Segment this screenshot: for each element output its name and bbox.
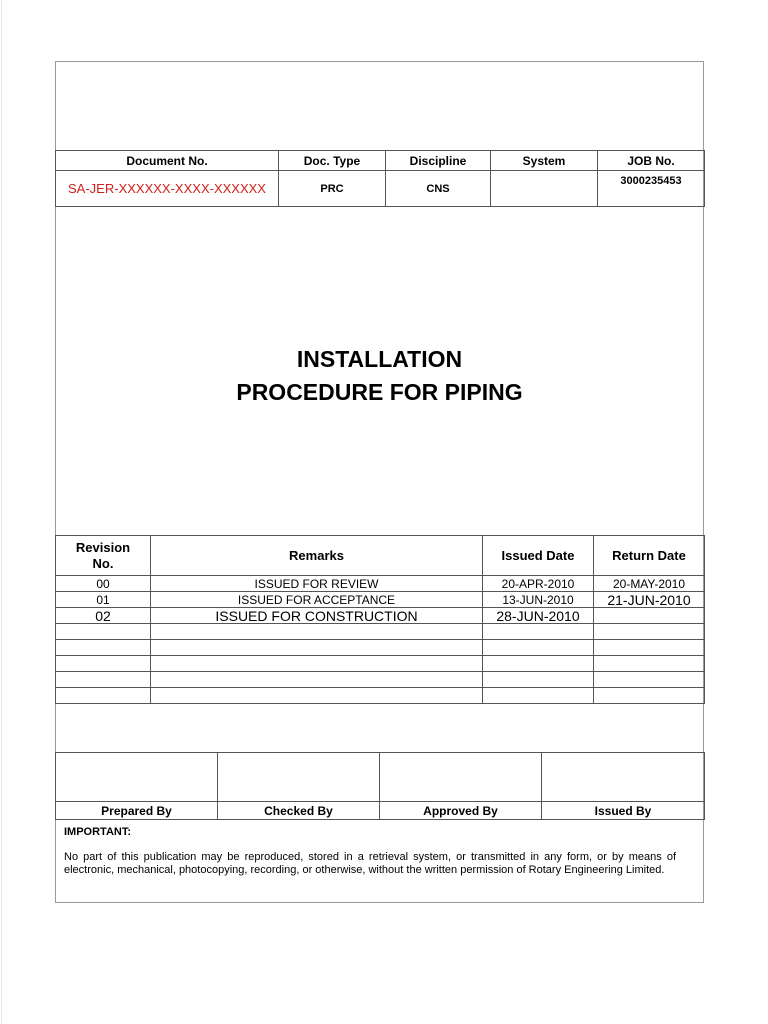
revision-issued-date: 13-JUN-2010 <box>483 592 594 608</box>
prepared-by-signature <box>56 753 218 802</box>
checked-by-signature <box>218 753 380 802</box>
revision-remarks: ISSUED FOR CONSTRUCTION <box>151 608 483 624</box>
signature-labels-row <box>56 802 705 820</box>
col-doc-type: Doc. Type <box>279 151 386 171</box>
table-row <box>56 608 705 624</box>
checked-by-label: Checked By <box>218 802 380 820</box>
empty-row <box>56 624 705 640</box>
empty-row <box>56 640 705 656</box>
col-revision-no: Revision No. <box>56 536 151 576</box>
discipline-value: CNS <box>386 171 491 207</box>
job-no-value: 3000235453 <box>598 171 705 207</box>
col-issued-date: Issued Date <box>483 536 594 576</box>
header-columns-row <box>56 151 705 171</box>
revision-no: 01 <box>56 592 151 608</box>
title-line-2: PROCEDURE FOR PIPING <box>236 379 523 405</box>
table-row <box>56 592 705 608</box>
issued-by-signature <box>542 753 705 802</box>
revision-return-date <box>594 608 705 624</box>
empty-row <box>56 656 705 672</box>
important-heading: IMPORTANT: <box>64 826 132 838</box>
empty-row <box>56 672 705 688</box>
header-values-row <box>56 171 705 207</box>
system-value <box>491 171 598 207</box>
approved-by-label: Approved By <box>380 802 542 820</box>
table-row <box>56 576 705 592</box>
revision-remarks: ISSUED FOR ACCEPTANCE <box>151 592 483 608</box>
revision-issued-date: 20-APR-2010 <box>483 576 594 592</box>
approved-by-signature <box>380 753 542 802</box>
title-line-1: INSTALLATION <box>296 346 463 372</box>
prepared-by-label: Prepared By <box>56 802 218 820</box>
revision-table <box>55 535 705 704</box>
revision-no: 02 <box>56 608 151 624</box>
revision-remarks: ISSUED FOR REVIEW <box>151 576 483 592</box>
issued-by-label: Issued By <box>542 802 705 820</box>
col-discipline: Discipline <box>386 151 491 171</box>
important-notice <box>64 826 676 877</box>
document-no-value: SA-JER-XXXXXX-XXXX-XXXXXX <box>56 171 279 207</box>
document-title <box>55 343 704 409</box>
document-header-table <box>55 150 705 207</box>
signature-table <box>55 752 705 820</box>
signature-boxes-row <box>56 753 705 802</box>
doc-type-value: PRC <box>279 171 386 207</box>
revision-return-date: 20-MAY-2010 <box>594 576 705 592</box>
page-edge <box>1 0 2 1024</box>
empty-row <box>56 688 705 704</box>
revision-issued-date: 28-JUN-2010 <box>483 608 594 624</box>
col-system: System <box>491 151 598 171</box>
col-remarks: Remarks <box>151 536 483 576</box>
revision-no: 00 <box>56 576 151 592</box>
revision-return-date: 21-JUN-2010 <box>594 592 705 608</box>
col-document-no: Document No. <box>56 151 279 171</box>
col-return-date: Return Date <box>594 536 705 576</box>
revision-header-row <box>56 536 705 576</box>
important-text: No part of this publication may be reproduced, stored in a retrieval system, or transmitted in any form, or by means of electronic, mechanical, photocopying, recording, or otherwise, without the written permission of Rotary Engineering Limited. <box>64 851 676 876</box>
col-job-no: JOB No. <box>598 151 705 171</box>
